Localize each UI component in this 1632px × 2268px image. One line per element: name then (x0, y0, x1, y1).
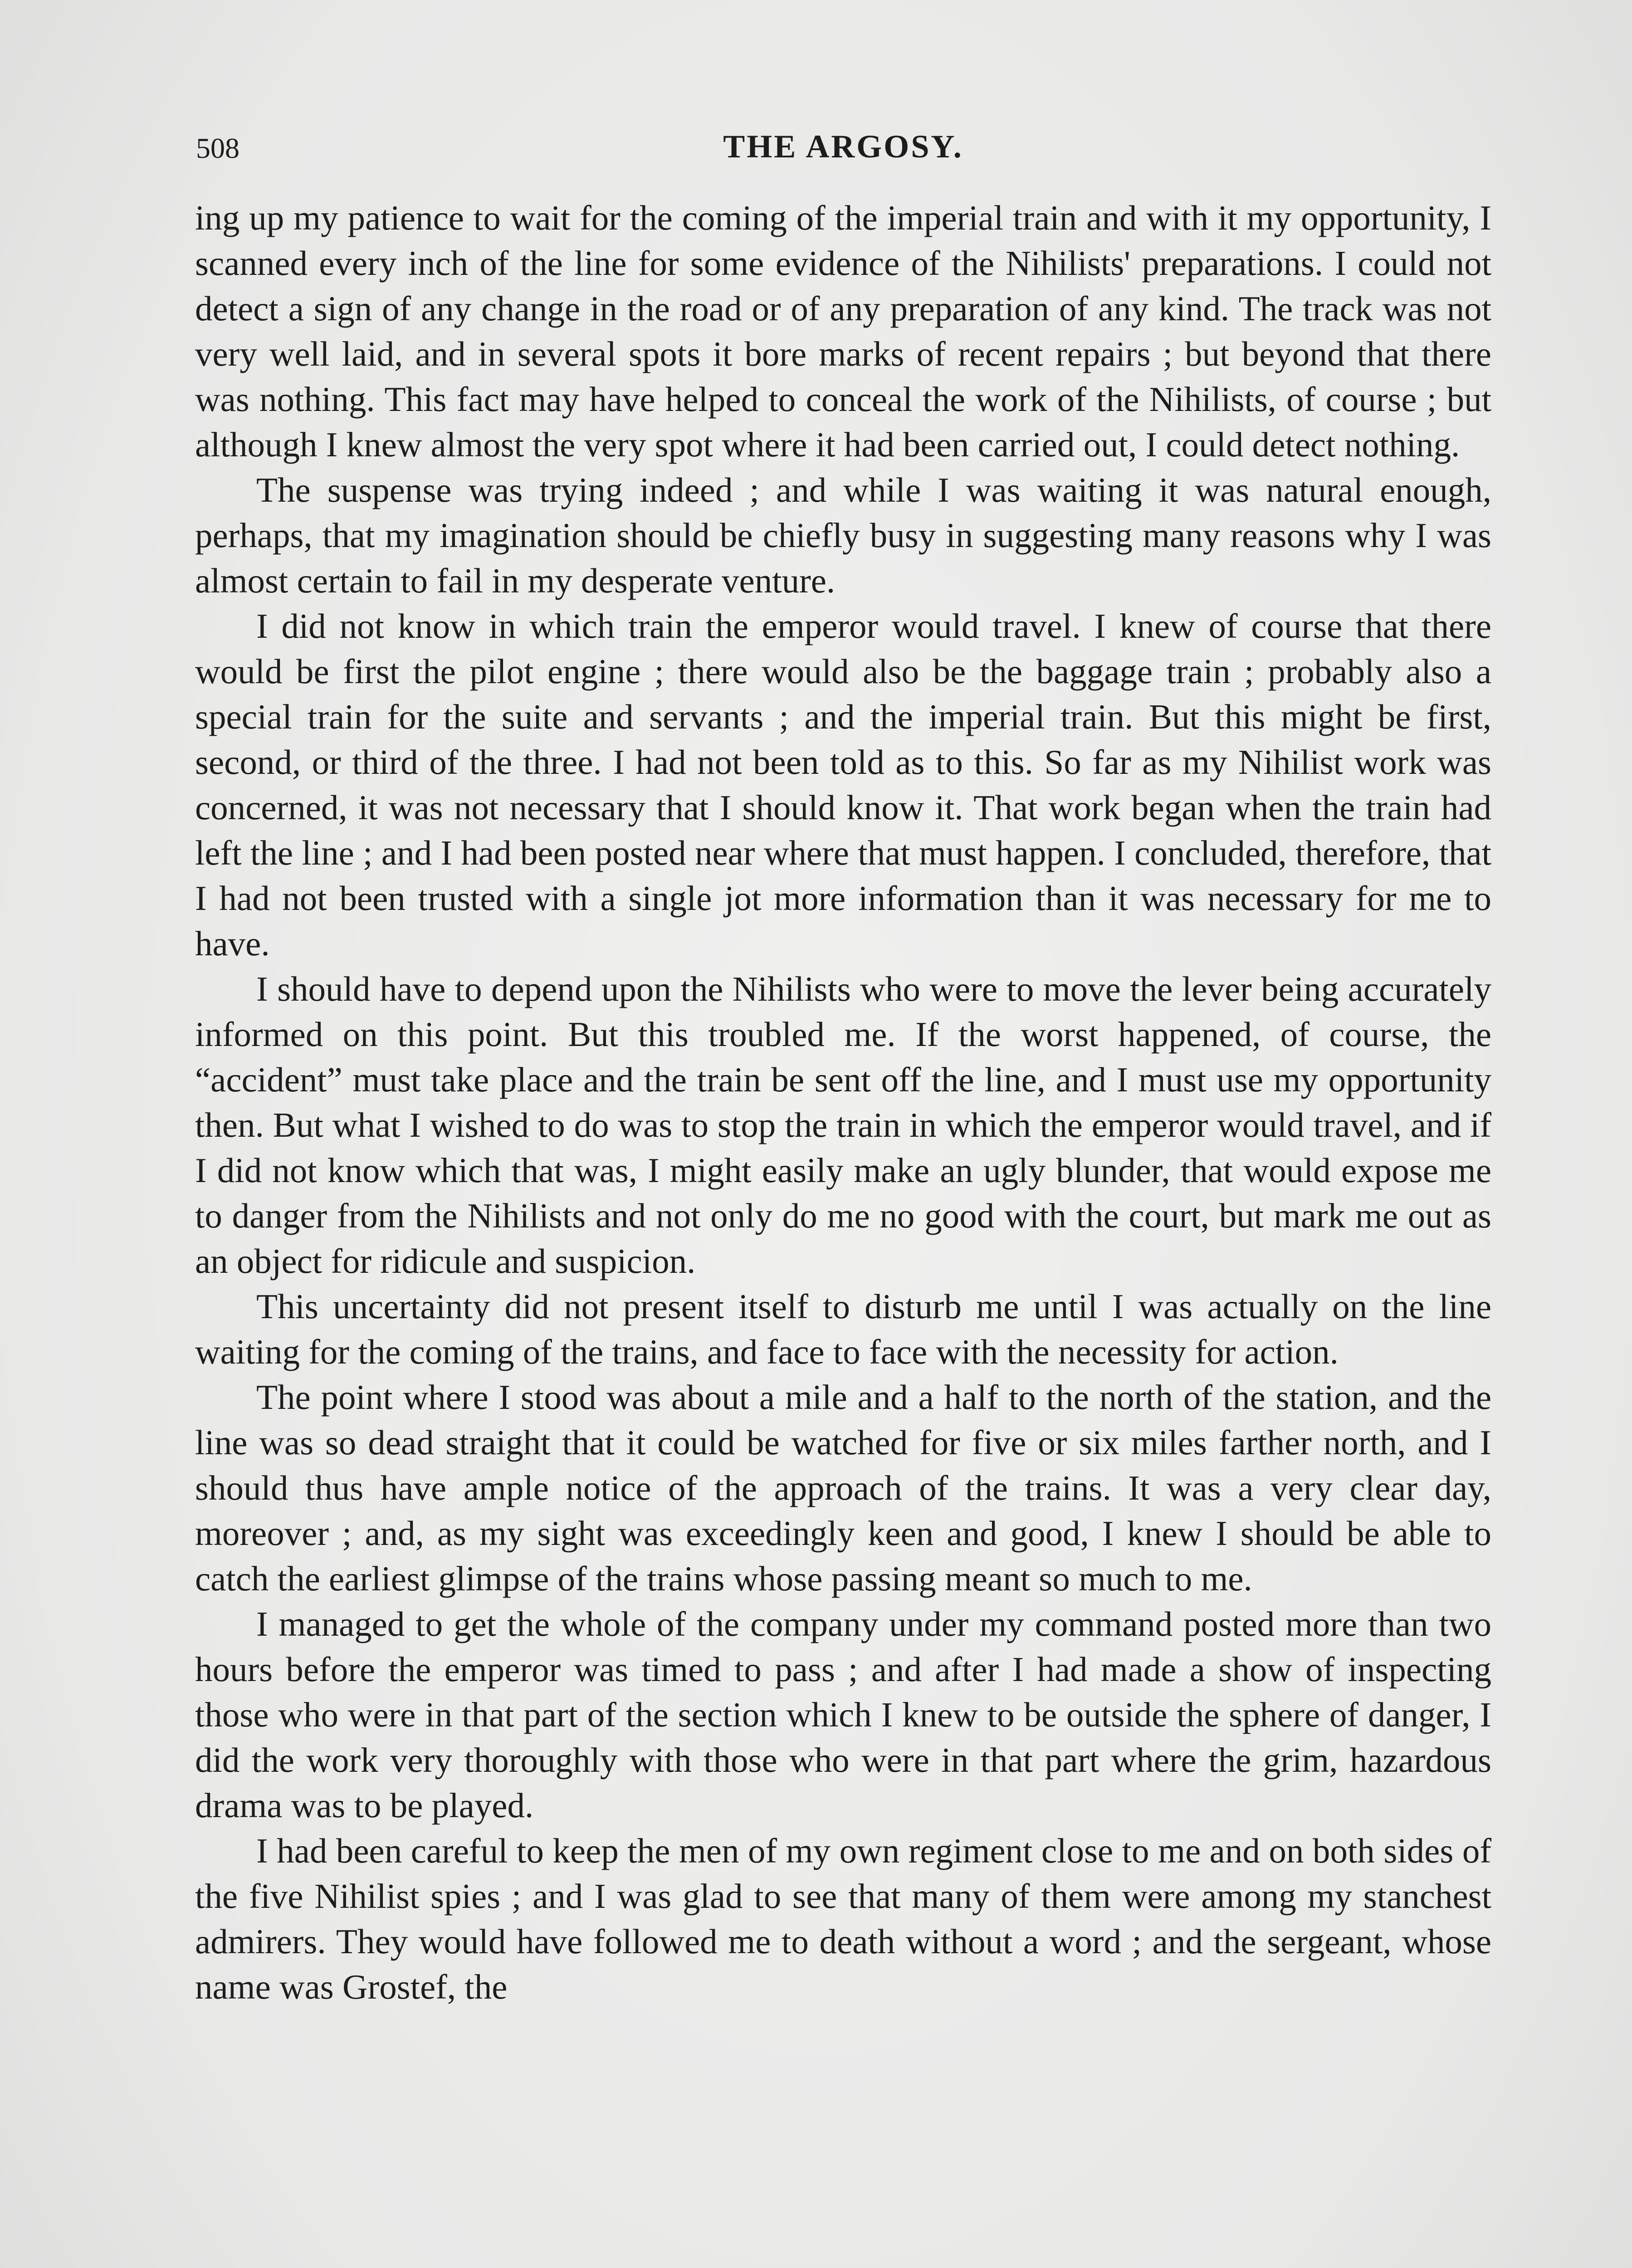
body-text (195, 195, 1491, 2009)
paragraph: The suspense was trying indeed ; and while I was waiting it was natural enough, perhaps, that my imagination should be chiefly busy in suggesting many reasons why I was almost certain to fail in my desperate venture. (195, 470, 1491, 600)
paragraph: The point where I stood was about a mile and a half to the north of the station, and the line was so dead straight that it could be watched for five or six miles farther north, and I should thus have ample notice of the approach of the trains. It was a very clear day, moreover ; and, as my sight was exceedingly keen and good, I knew I should be able to catch the earliest glimpse of the trains whose passing meant so much to me. (195, 1378, 1491, 1598)
paragraph: This uncertainty did not present itself to disturb me until I was actually on the line waiting for the coming of the trains, and face to face with the necessity for action. (195, 1287, 1491, 1371)
running-head: THE ARGOSY. (723, 128, 963, 165)
paragraph: I should have to depend upon the Nihilists who were to move the lever being accurately informed on this point. But this troubled me. If the worst happened, of course, the “accident” must take place and the train be sent off the line, and I must use my opportunity then. But what I wished to do was to stop the train in which the emperor would travel, and if I did not know which that was, I might easily make an ugly blunder, that would expose me to danger from the Nihilists and not only do me no good with the court, but mark me out as an object for ridicule and suspicion. (195, 969, 1491, 1281)
paragraph: I had been careful to keep the men of my own regiment close to me and on both sides of the five Nihilist spies ; and I was glad to see that many of them were among my stanchest admirers. They would have followed me to death without a word ; and the sergeant, whose name was Grostef, the (195, 1831, 1491, 2006)
page-header (196, 123, 1490, 173)
paragraph: I did not know in which train the emperor would travel. I knew of course that there would be first the pilot engine ; there would also be the baggage train ; probably also a special train for the suite and servants ; and the imperial train. But this might be first, second, or third of the three. I had not been told as to this. So far as my Nihilist work was concerned, it was not necessary that I should know it. That work began when the train had left the line ; and I had been posted near where that must happen. I concluded, therefore, that I had not been trusted with a single jot more information than it was necessary for me to have. (195, 606, 1491, 963)
paragraph: I managed to get the whole of the company under my command posted more than two hours before the emperor was timed to pass ; and after I had made a show of inspecting those who were in that part of the section which I knew to be outside the sphere of danger, I did the work very thoroughly with those who were in that part where the grim, hazardous drama was to be played. (195, 1604, 1491, 1825)
page-number: 508 (196, 132, 239, 164)
paragraph: ing up my patience to wait for the coming of the imperial train and with it my opportunity, I scanned every inch of the line for some evidence of the Nihilists' preparations. I could not detect a sign of any change in the road or of any preparation of any kind. The track was not very well laid, and in several spots it bore marks of recent repairs ; but beyond that there was nothing. This fact may have helped to conceal the work of the Nihilists, of course ; but although I knew almost the very spot where it had been carried out, I could detect nothing. (195, 198, 1491, 464)
